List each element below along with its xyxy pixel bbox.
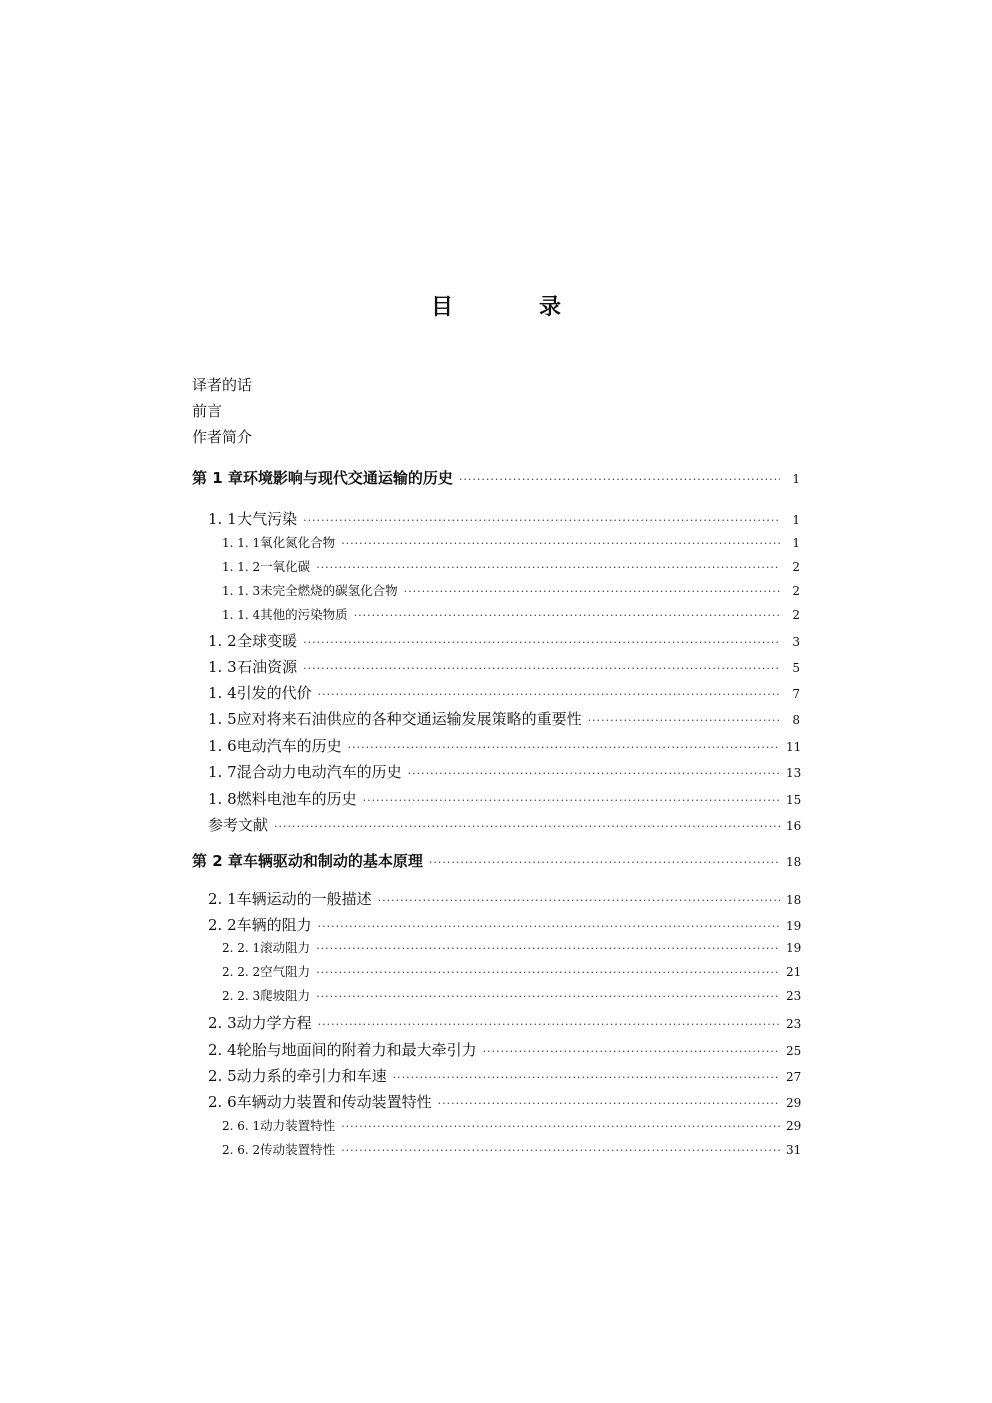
dot-leader <box>303 514 780 527</box>
toc-entry-page: 1 <box>792 513 800 527</box>
toc-entry-title: 爬坡阻力 <box>260 988 311 1003</box>
toc-entry-page: 1 <box>792 536 800 550</box>
toc-entry-number: 1. 7 <box>208 763 237 781</box>
toc-entry-1-7[interactable] <box>208 761 800 782</box>
toc-entry-number: 第 2 章 <box>192 852 243 870</box>
toc-entry-page: 2 <box>792 584 800 598</box>
toc-entry-title: 车辆的阻力 <box>236 916 312 934</box>
toc-entry-number: 1. 1. 4 <box>222 608 261 622</box>
toc-entry-title: 混合动力电动汽车的历史 <box>236 763 402 781</box>
toc-entry-1-3[interactable] <box>208 656 800 677</box>
dot-leader <box>316 966 780 979</box>
toc-entry-page: 19 <box>786 941 802 955</box>
dot-leader <box>459 473 780 486</box>
toc-entry-references[interactable] <box>208 814 800 835</box>
toc-entry-page: 23 <box>786 1017 802 1031</box>
toc-entry-number: 1. 1. 1 <box>222 536 261 550</box>
toc-entry-2[interactable] <box>192 850 800 871</box>
toc-title-char-2: 录 <box>539 295 562 320</box>
toc-entry-2-6[interactable] <box>208 1091 800 1112</box>
dot-leader <box>378 894 780 907</box>
toc-entry-number: 2. 6 <box>208 1093 237 1111</box>
dot-leader <box>408 767 780 780</box>
toc-entry-1-8[interactable] <box>208 788 800 809</box>
toc-entry-page: 19 <box>786 919 802 933</box>
toc-entry-title: 车辆运动的一般描述 <box>236 890 372 908</box>
toc-entry-1-4[interactable] <box>208 682 800 703</box>
toc-entry-2-6-1[interactable] <box>222 1116 800 1134</box>
toc-entry-page: 15 <box>786 793 802 807</box>
toc-entry-number: 1. 6 <box>208 737 237 755</box>
toc-entry-number: 1. 1. 3 <box>222 584 261 598</box>
toc-entry-page: 2 <box>792 560 800 574</box>
toc-entry-number: 1. 1 <box>208 510 237 528</box>
toc-entry-1-6[interactable] <box>208 735 800 756</box>
toc-entry-number: 第 1 章 <box>192 469 243 487</box>
toc-entry-2-2-1[interactable] <box>222 938 800 956</box>
toc-title <box>0 290 992 321</box>
toc-entry-page: 16 <box>786 819 802 833</box>
toc-entry-2-4[interactable] <box>208 1039 800 1060</box>
toc-entry-page: 3 <box>792 635 800 649</box>
toc-entry-title: 传动装置特性 <box>260 1142 336 1157</box>
toc-entry-number: 2. 2 <box>208 916 237 934</box>
toc-entry-1-1-3[interactable] <box>222 581 800 599</box>
toc-entry-number: 2. 4 <box>208 1041 237 1059</box>
toc-entry-1-5[interactable] <box>208 708 800 729</box>
toc-entry-page: 8 <box>792 713 800 727</box>
toc-entry-number: 1. 4 <box>208 684 237 702</box>
toc-entry-page: 18 <box>786 893 802 907</box>
dot-leader <box>354 609 780 622</box>
dot-leader <box>429 856 780 869</box>
toc-entry-title: 动力装置特性 <box>260 1118 336 1133</box>
dot-leader <box>363 794 780 807</box>
toc-entry-title: 电动汽车的历史 <box>236 737 342 755</box>
toc-entry-title: 氧化氮化合物 <box>260 535 336 550</box>
toc-entry-1[interactable] <box>192 467 800 488</box>
toc-entry-number: 2. 2. 2 <box>222 965 261 979</box>
toc-entry-title: 引发的代价 <box>236 684 312 702</box>
dot-leader <box>303 662 780 675</box>
toc-entry-number: 2. 6. 1 <box>222 1119 261 1133</box>
toc-entry-title: 滚动阻力 <box>260 940 311 955</box>
toc-entry-title: 石油资源 <box>237 658 298 676</box>
toc-entry-number: 1. 8 <box>208 790 237 808</box>
toc-entry-page: 5 <box>792 661 800 675</box>
toc-entry-title: 动力学方程 <box>236 1014 312 1032</box>
toc-entry-2-6-2[interactable] <box>222 1140 800 1158</box>
dot-leader <box>318 920 780 933</box>
toc-entry-1-1[interactable] <box>208 508 800 529</box>
dot-leader <box>438 1097 780 1110</box>
toc-entry-page: 31 <box>786 1143 802 1157</box>
toc-entry-number: 2. 3 <box>208 1014 237 1032</box>
toc-entry-number: 2. 1 <box>208 890 237 908</box>
toc-entry-2-5[interactable] <box>208 1065 800 1086</box>
front-matter-author-bio[interactable]: 作者简介 <box>192 428 253 446</box>
toc-entry-title: 全球变暖 <box>237 632 298 650</box>
dot-leader <box>348 741 780 754</box>
toc-entry-title: 一氧化碳 <box>260 559 311 574</box>
dot-leader <box>274 820 780 833</box>
dot-leader <box>341 1120 780 1133</box>
dot-leader <box>318 1018 780 1031</box>
toc-entry-1-2[interactable] <box>208 630 800 651</box>
toc-entry-title: 动力系的牵引力和车速 <box>236 1067 387 1085</box>
toc-entry-number: 2. 6. 2 <box>222 1143 261 1157</box>
toc-entry-title: 未完全燃烧的碳氢化合物 <box>260 583 398 598</box>
toc-entry-1-1-1[interactable] <box>222 533 800 551</box>
toc-title-char-1: 目 <box>430 295 453 320</box>
toc-entry-1-1-4[interactable] <box>222 605 800 623</box>
toc-entry-title: 空气阻力 <box>260 964 311 979</box>
toc-entry-title: 车辆驱动和制动的基本原理 <box>242 852 423 870</box>
dot-leader <box>588 714 780 727</box>
dot-leader <box>341 1144 780 1157</box>
toc-entry-title: 燃料电池车的历史 <box>236 790 357 808</box>
toc-entry-title: 其他的污染物质 <box>260 607 348 622</box>
front-matter-translator-note[interactable]: 译者的话 <box>192 376 253 394</box>
front-matter-preface[interactable]: 前言 <box>192 402 223 420</box>
toc-entry-title: 轮胎与地面间的附着力和最大牵引力 <box>236 1041 477 1059</box>
toc-entry-page: 23 <box>786 989 802 1003</box>
toc-entry-page: 11 <box>786 740 802 754</box>
dot-leader <box>341 537 780 550</box>
toc-entry-title: 参考文献 <box>208 816 269 834</box>
toc-entry-page: 13 <box>786 766 802 780</box>
toc-entry-number: 2. 2. 1 <box>222 941 261 955</box>
dot-leader <box>393 1071 780 1084</box>
toc-entry-number: 1. 1. 2 <box>222 560 261 574</box>
toc-entry-2-2-2[interactable] <box>222 962 800 980</box>
toc-entry-number: 1. 2 <box>208 632 237 650</box>
dot-leader <box>316 942 780 955</box>
toc-entry-title: 大气污染 <box>237 510 298 528</box>
toc-entry-page: 27 <box>786 1070 802 1084</box>
toc-entry-page: 7 <box>792 687 800 701</box>
dot-leader <box>318 688 780 701</box>
dot-leader <box>303 636 780 649</box>
toc-entry-page: 29 <box>786 1119 802 1133</box>
toc-entry-title: 车辆动力装置和传动装置特性 <box>236 1093 432 1111</box>
toc-entry-page: 18 <box>786 855 802 869</box>
toc-entry-2-2[interactable] <box>208 914 800 935</box>
dot-leader <box>316 561 780 574</box>
toc-entry-number: 2. 2. 3 <box>222 989 261 1003</box>
toc-entry-page: 21 <box>786 965 802 979</box>
toc-entry-page: 1 <box>792 472 800 486</box>
toc-entry-2-1[interactable] <box>208 888 800 909</box>
dot-leader <box>404 585 780 598</box>
toc-entry-page: 29 <box>786 1096 802 1110</box>
toc-entry-number: 2. 5 <box>208 1067 237 1085</box>
toc-entry-page: 25 <box>786 1044 802 1058</box>
toc-entry-title: 环境影响与现代交通运输的历史 <box>242 469 453 487</box>
toc-entry-1-1-2[interactable] <box>222 557 800 575</box>
dot-leader <box>316 990 780 1003</box>
toc-entry-page: 2 <box>792 608 800 622</box>
toc-entry-number: 1. 3 <box>208 658 237 676</box>
toc-entry-2-3[interactable] <box>208 1012 800 1033</box>
dot-leader <box>483 1045 780 1058</box>
toc-entry-title: 应对将来石油供应的各种交通运输发展策略的重要性 <box>236 710 582 728</box>
toc-entry-2-2-3[interactable] <box>222 986 800 1004</box>
toc-entry-number: 1. 5 <box>208 710 237 728</box>
